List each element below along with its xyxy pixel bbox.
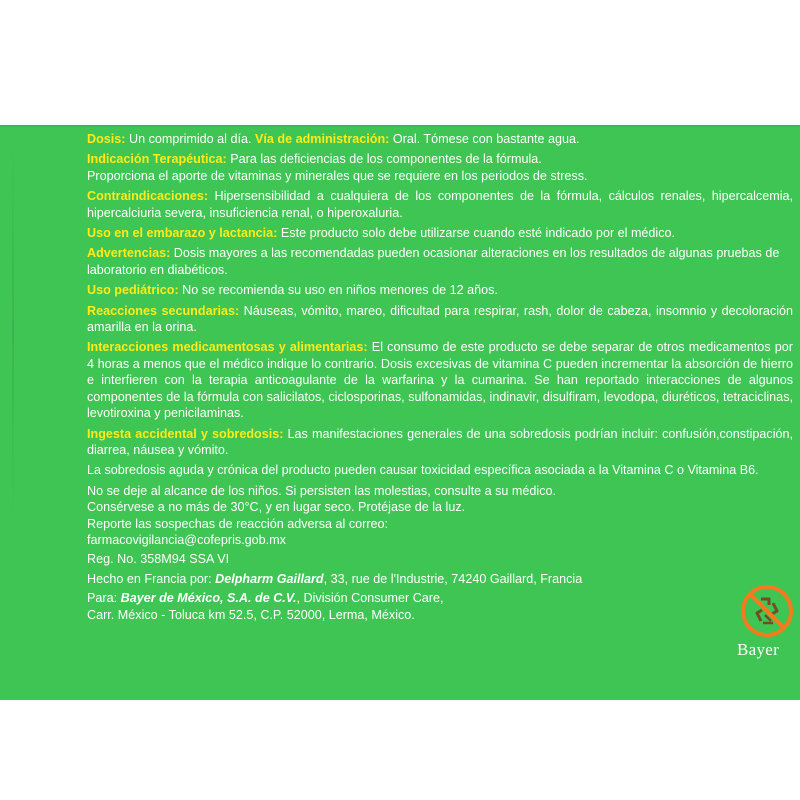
para-prefix: Para: [87,591,121,606]
para-company: Bayer de México, S.A. de C.V. [120,591,297,606]
reporte-text: Reporte las sospechas de reacción adversa al correo: [87,516,389,531]
indicacion-text-2: Proporciona el aporte de vitaminas y minerales que se requiere en los periodos de stress. [87,168,588,183]
para-address: Carr. México - Toluca km 52.5, C.P. 52000, Lerma, México. [87,607,415,622]
alcance-text: No se deje al alcance de los niños. Si persisten las molestias, consulte a su médico. [87,483,557,498]
label-text-block [87,131,793,623]
interacciones-paragraph [87,339,793,421]
dosis-text: Un comprimido al día. [125,132,255,146]
fold-line [12,140,14,520]
interacciones-text: El consumo de este producto se debe separar de otros medicamentos por 4 horas a menos que el médico indique lo contrario. Dosis excesivas de vitamina C pueden incrementar la absorción de hierro e interfieren con la terapia anticoagulante de la warfarina y la cumarina. Se han reportado interacciones de algunos componentes de la fórmula con salicilatos, ciclosporinas, sulfonamidas, indinavir, disulfiram, levodopa, diuréticos, tetraciclinas, levotiroxina y penicilaminas. [87,340,793,421]
dosis-paragraph [87,131,793,147]
ingesta-paragraph [87,426,793,459]
reacciones-paragraph [87,303,793,336]
embarazo-text: Este producto solo debe utilizarse cuando esté indicado por el médico. [277,226,676,241]
embarazo-paragraph [87,225,793,241]
advertencias-paragraph [87,245,793,278]
hecho-address: , 33, rue de l'Industrie, 74240 Gaillard, Francia [323,571,583,586]
interacciones-heading: Interacciones medicamentosas y alimentarias: [87,340,368,355]
para-line [87,590,793,606]
recycle-forbidden-icon [739,583,795,639]
brand-name: Bayer [737,640,780,659]
advertencias-heading: Advertencias: [87,246,171,261]
hecho-line [87,571,793,587]
dosis-heading: Dosis: [87,132,126,146]
pediatrico-text: No se recomienda su uso en niños menores de 12 años. [178,283,498,298]
contraindicaciones-text: Hipersensibilidad a cualquiera de los componentes de la fórmula, cálculos renales, hipercalcemia, hipercalciuria severa, insuficiencia renal, o hiperoxaluria. [87,189,793,220]
hecho-company: Delpharm Gaillard [215,571,324,586]
advertencias-text: Dosis mayores a las recomendadas pueden ocasionar alteraciones en los resultados de algunas pruebas de laboratorio en diabéticos. [87,246,780,277]
indicacion-text-1: Para las deficiencias de los componentes de la fórmula. [226,152,542,167]
para-division: , División Consumer Care, [296,591,444,606]
registro-text: Reg. No. 358M94 SSA VI [87,552,230,567]
conservese-text: Consérvese a no más de 30°C, y en lugar seco. Protéjase de la luz. [87,500,466,515]
ingesta-heading: Ingesta accidental y sobredosis: [87,426,284,441]
pediatrico-heading: Uso pediátrico: [87,283,179,298]
contraindicaciones-paragraph [87,188,793,221]
ingesta-text: Las manifestaciones generales de una sobredosis podrían incluir: confusión,constipación, diarrea, náusea y vómito. [87,426,793,457]
via-heading: Vía de administración: [255,132,390,146]
reacciones-heading: Reacciones secundarias: [87,303,240,318]
bayer-logo [737,583,799,659]
storage-info [87,483,793,623]
reacciones-text: Náuseas, vómito, mareo, dificultad para respirar, rash, dolor de cabeza, insomnio y decoloración amarilla en la orina. [87,303,794,335]
indicacion-heading: Indicación Terapéutica: [87,152,227,167]
indicacion-paragraph [87,151,793,184]
embarazo-heading: Uso en el embarazo y lactancia: [87,226,278,241]
email-text: farmacovigilancia@cofepris.gob.mx [87,532,286,547]
contraindicaciones-heading: Contraindicaciones: [87,189,209,204]
via-text: Oral. Tómese con bastante agua. [389,132,580,146]
hecho-prefix: Hecho en Francia por: [87,571,216,586]
pediatrico-paragraph [87,282,793,298]
sobredosis-paragraph: La sobredosis aguda y crónica del producto pueden causar toxicidad específica asociada a la Vitamina C o Vitamina B6. [87,463,759,478]
